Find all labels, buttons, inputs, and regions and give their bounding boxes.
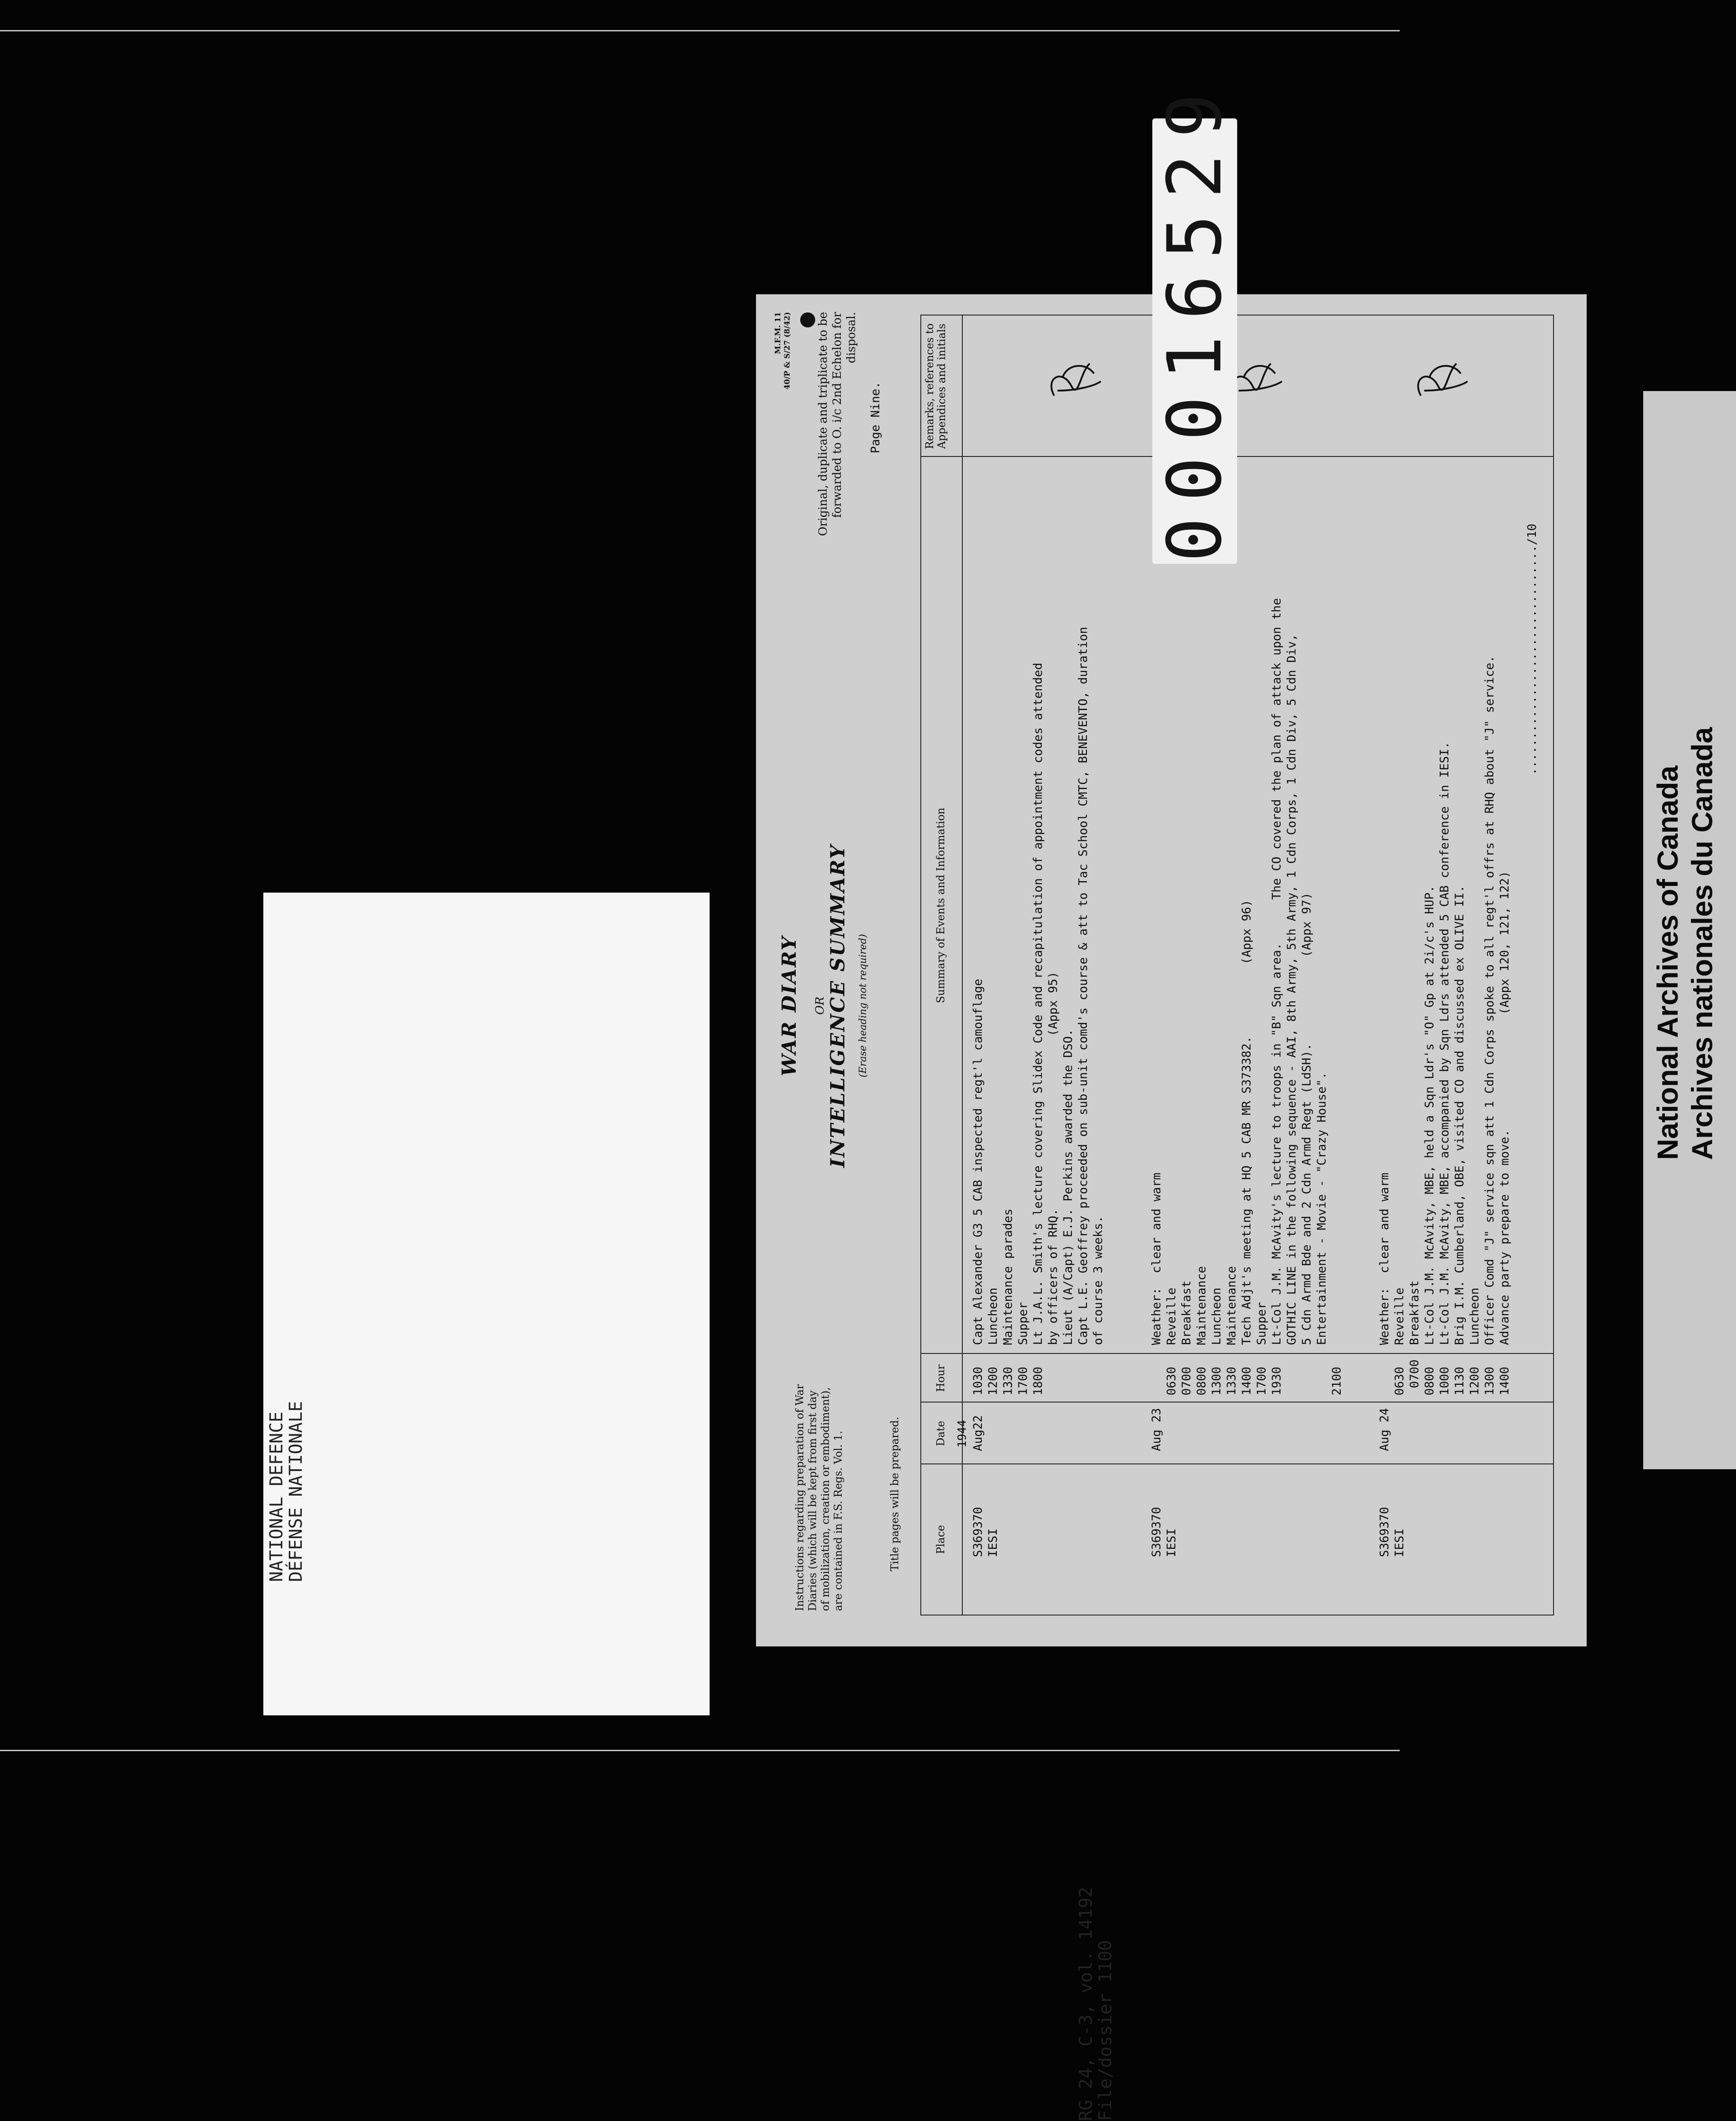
ink-blot-icon xyxy=(800,312,815,327)
day-2-hours: 0630 0700 0800 1300 1330 1400 1700 1930 2100 xyxy=(1165,1366,1344,1395)
handwritten-initials-icon xyxy=(1045,355,1102,404)
archive-reference: RG 24, C-3, vol. 14192 File/dossier 1100 xyxy=(1076,1887,1116,2121)
form-code-line-2: 40/P & S/27 (8/42) xyxy=(783,312,792,390)
col-divider-place xyxy=(921,1463,1553,1464)
header-remarks: Remarks, references to Appendices and initials xyxy=(923,323,948,449)
continuation-marker: ................................/10 xyxy=(1525,524,1539,775)
form-code xyxy=(774,312,792,409)
day-1-summary: Capt Alexander G3 5 CAB inspected regt'l camouflage Luncheon Maintenance parades Supper Lt J.A.L. Smith's lecture covering Slidex Code and recapitulation of appointment codes attended by officers of RHQ. (Appx 95) Lieut (A/Capt) E.J. Perkins awarded the DSO. Capt L.E. Geoffrey proceeded on sub-unit comd's course & att to Tac School CMTC, BENEVENTO, duration of course 3 weeks. xyxy=(971,627,1105,1345)
day-1-hours: 1030 1200 1330 1700 1800 xyxy=(971,1366,1045,1395)
top-film-edge xyxy=(0,30,1400,31)
form-code-line-1: M.F.M. 11 xyxy=(774,312,783,354)
day-3-date: Aug 24 xyxy=(1378,1408,1391,1451)
year-label: 1944 xyxy=(956,1420,969,1448)
header-place: Place xyxy=(934,1525,947,1554)
day-3-hours: 0630 0700 0800 1000 1130 1200 1300 1400 xyxy=(1393,1359,1512,1395)
day-3-place: S369370 IESI xyxy=(1378,1507,1406,1557)
form-instructions: Instructions regarding preparation of War Diaries (which will be kept from first day of mobilization, creation or embodiment), are contained in F.S. Regs. Vol. 1. xyxy=(794,1384,844,1611)
handwritten-initials-icon xyxy=(1412,355,1469,404)
day-2-place: S369370 IESI xyxy=(1150,1507,1178,1557)
day-1-date: Aug22 xyxy=(971,1415,985,1451)
title-pages-note: Title pages will be prepared. xyxy=(889,1417,901,1571)
diary-title: WAR DIARY xyxy=(778,935,801,1076)
bottom-film-edge xyxy=(0,1750,1400,1751)
page-number: Page Nine. xyxy=(869,381,882,453)
archive-name-fr: Archives nationales du Canada xyxy=(1686,727,1718,1160)
department-name: NATIONAL DEFENCE DÉFENSE NATIONALE xyxy=(266,1401,306,1582)
header-hour: Hour xyxy=(934,1364,947,1392)
archive-name-en: National Archives of Canada xyxy=(1651,765,1684,1160)
day-1-place: S369370 IESI xyxy=(971,1507,1000,1557)
col-divider-date xyxy=(921,1402,1553,1403)
day-2-date: Aug 23 xyxy=(1150,1408,1163,1451)
distribution-note: Original, duplicate and triplicate to be forwarded to O. i/c 2nd Echelon for disposal. xyxy=(817,312,858,536)
header-summary: Summary of Events and Information xyxy=(934,807,947,1003)
header-date: Date xyxy=(934,1421,947,1446)
diary-subtitle: INTELLIGENCE SUMMARY xyxy=(827,844,849,1168)
day-3-summary: Weather: clear and warm Reveille Breakfast Lt-Col J.M. McAvity, MBE, held a Sqn Ldr's "O" Gp at 2i/c's HUP. Lt-Col J.M. McAvity, MBE, accompanied by Sqn Ldrs attended 5 CAB conference in IESI. Brig I.M. Cumberland, OBE, visited CO and discussed ex OLIVE II. Luncheon Officer Comd "J" service sqn att 1 Cdn Corps spoke to all regt'l offrs at RHQ about "J" service. Advance party prepare to move. (Appx 120, 121, 122) xyxy=(1378,655,1512,1345)
diary-title-or: OR xyxy=(813,996,827,1015)
col-divider-hour xyxy=(921,1353,1553,1354)
day-2-summary: Weather: clear and warm Reveille Breakfast Maintenance Luncheon Maintenance Tech Adjt's meeting at HQ 5 CAB MR S373382. (Appx 96) Supper Lt-Col J.M. McAvity's lecture to troops in "B" Sqn area. The CO covered the plan of attack upon the GOTHIC LINE in the following sequence - AAI, 8th Army, 5th Army, 1 Cdn Corps, 1 Cdn Div, 5 Cdn Div, 5 Cdn Armd Bde and 2 Cdn Armd Regt (LdSH). (Appx 97) Entertainment - Movie - "Crazy House". xyxy=(1150,598,1329,1345)
archives-banner xyxy=(1643,391,1736,1469)
erase-heading-note: (Erase heading not required) xyxy=(858,934,869,1078)
frame-number: 00016529 xyxy=(1151,77,1238,562)
